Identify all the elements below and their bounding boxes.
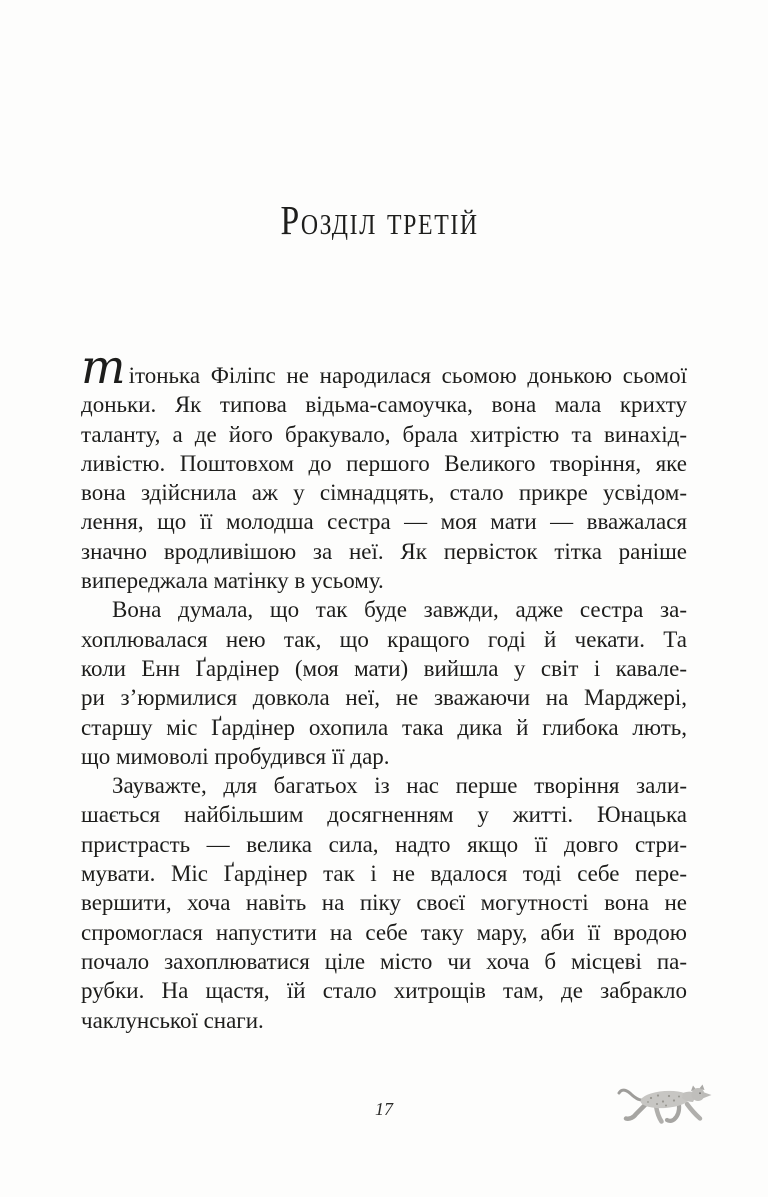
text-line: таланту, а де його бракувало, брала хитрістю та винахід- (81, 421, 687, 447)
text-line: випереджала матінку в усьому. (81, 568, 384, 594)
text-line: доньки. Як типова відьма-самоучка, вона мала крихту (81, 392, 687, 418)
page-number: 17 (375, 1099, 393, 1119)
text-line: ливістю. Поштовхом до першого Великого творіння, яке (81, 450, 687, 476)
cat-hind-leg-front (656, 1106, 662, 1122)
text-line: почало захоплюватися ціле місто чи хоча б місцеві па- (81, 948, 687, 974)
cat-muzzle (702, 1092, 712, 1099)
text-line: вона здійснила аж у сімнадцять, стало прикре усвідом- (81, 480, 687, 506)
text-line: спромоглася напустити на себе таку мару, аби її вродою (81, 919, 687, 945)
text-line: хоплювалася нею так, що кращого годі й чекати. Та (81, 626, 687, 652)
text-line: Вона думала, що так буде завжди, адже сестра за- (112, 597, 687, 623)
cat-eye (699, 1092, 701, 1094)
text-line: мувати. Міс Ґардінер так і не вдалося тоді себе пере- (81, 861, 687, 887)
cat-body (640, 1089, 690, 1109)
cat-front-leg-forward (687, 1104, 700, 1119)
text-line: значно вродливішою за неї. Як первісток тітка раніше (81, 538, 687, 564)
text-line: коли Енн Ґардінер (моя мати) вийшла у світ і кавале- (81, 655, 687, 681)
text-line: Зауважте, для багатьох із нас перше творіння зали- (112, 773, 687, 799)
cat-illustration (613, 1084, 713, 1128)
text-line: старшу міс Ґардінер охопила така дика й глибока лють, (81, 714, 687, 740)
text-line: шається найбільшим досягненням у житті. Юнацька (81, 802, 687, 828)
text-line: що мимоволі пробудився її дар. (81, 743, 390, 769)
chapter-heading: Розділ третій (280, 197, 479, 243)
body-text (81, 340, 687, 1035)
drop-cap-letter: т (81, 340, 126, 395)
text-line: рубки. На щастя, їй стало хитрощів там, де забракло (81, 978, 687, 1004)
text-line: пристрасть — велика сила, надто якщо її довго стри- (81, 831, 687, 857)
text-line: чаклунської снаги. (81, 1007, 264, 1033)
text-line: ри з’юрмилися довкола неї, не зважаючи на Марджері, (81, 685, 687, 711)
text-line: тітонька Філіпс не народилася сьомою донькою сьомої (81, 340, 687, 395)
text-line: вершити, хоча навіть на піку своєї могутності вона не (81, 890, 687, 916)
text-line: лення, що її молодша сестра — моя мати — вважалася (81, 509, 687, 535)
cat-hind-leg-back (626, 1104, 646, 1119)
